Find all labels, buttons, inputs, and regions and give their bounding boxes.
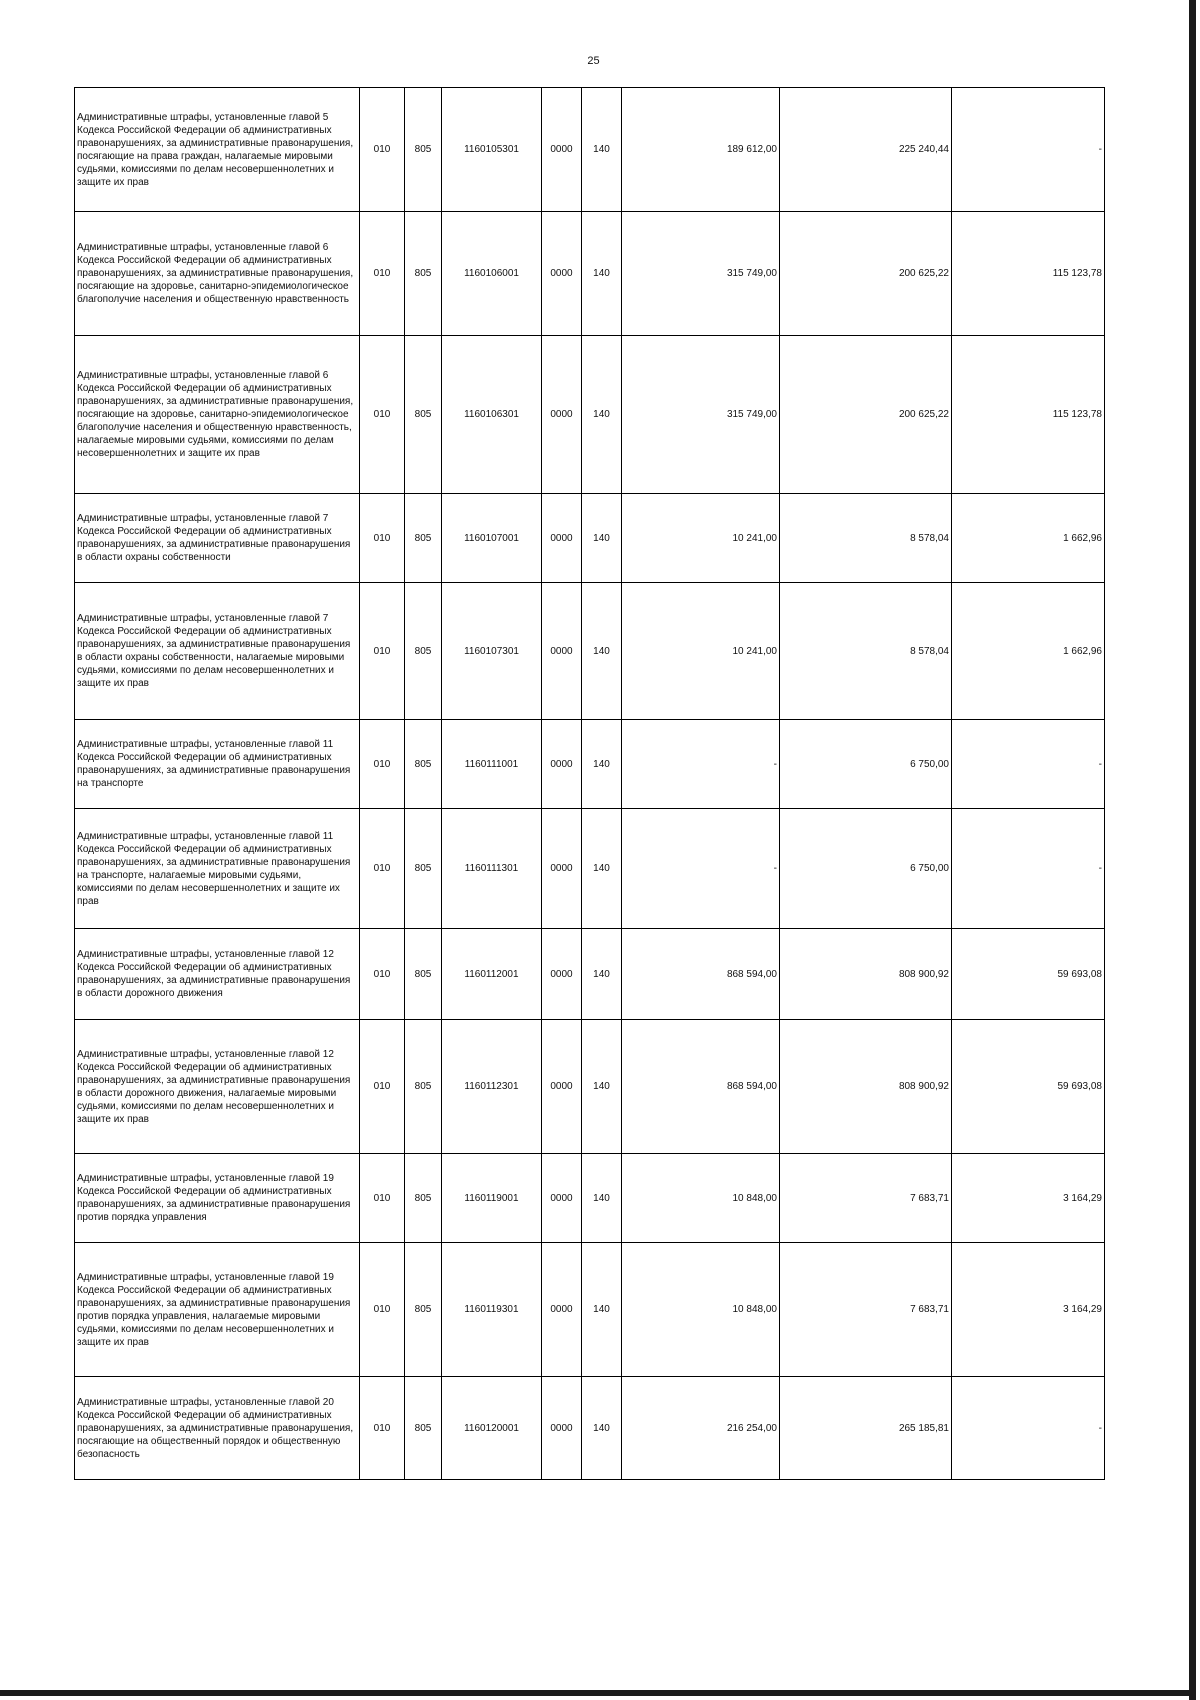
value-unexecuted: - bbox=[952, 1377, 1105, 1480]
code-revenue: 1160112001 bbox=[442, 929, 542, 1020]
value-unexecuted: 59 693,08 bbox=[952, 929, 1105, 1020]
code-admin: 805 bbox=[405, 809, 442, 929]
row-description: Административные штрафы, установленные главой 19 Кодекса Российской Федерации об административных правонарушениях, за административные правонарушения против порядка управления bbox=[75, 1154, 360, 1243]
code-revenue: 1160119001 bbox=[442, 1154, 542, 1243]
page-number: 25 bbox=[587, 55, 600, 67]
code-admin: 805 bbox=[405, 583, 442, 720]
value-executed: 808 900,92 bbox=[780, 1020, 952, 1154]
code-admin: 805 bbox=[405, 494, 442, 583]
value-unexecuted: 115 123,78 bbox=[952, 212, 1105, 336]
code-program: 0000 bbox=[542, 929, 582, 1020]
code-classification: 140 bbox=[582, 720, 622, 809]
row-description: Административные штрафы, установленные главой 7 Кодекса Российской Федерации об административных правонарушениях, за административные правонарушения в области охраны собственности bbox=[75, 494, 360, 583]
code-admin: 805 bbox=[405, 1377, 442, 1480]
value-executed: 7 683,71 bbox=[780, 1154, 952, 1243]
code-revenue: 1160119301 bbox=[442, 1243, 542, 1377]
code-admin: 805 bbox=[405, 88, 442, 212]
value-executed: 200 625,22 bbox=[780, 212, 952, 336]
value-executed: 808 900,92 bbox=[780, 929, 952, 1020]
code-program: 0000 bbox=[542, 720, 582, 809]
code-classification: 140 bbox=[582, 929, 622, 1020]
table-row bbox=[75, 720, 1105, 809]
code-classification: 140 bbox=[582, 212, 622, 336]
value-unexecuted: 1 662,96 bbox=[952, 583, 1105, 720]
code-admin: 805 bbox=[405, 1154, 442, 1243]
code-section: 010 bbox=[360, 1377, 405, 1480]
row-description: Административные штрафы, установленные главой 5 Кодекса Российской Федерации об административных правонарушениях, за административные правонарушения, посягающие на права граждан, налагаемые мировыми судьями, комиссиями по делам несовершеннолетних и защите их прав bbox=[75, 88, 360, 212]
value-unexecuted: 3 164,29 bbox=[952, 1243, 1105, 1377]
code-section: 010 bbox=[360, 1154, 405, 1243]
code-admin: 805 bbox=[405, 336, 442, 494]
code-classification: 140 bbox=[582, 1020, 622, 1154]
value-planned: 868 594,00 bbox=[622, 929, 780, 1020]
code-program: 0000 bbox=[542, 494, 582, 583]
code-admin: 805 bbox=[405, 1020, 442, 1154]
code-section: 010 bbox=[360, 583, 405, 720]
table-row bbox=[75, 929, 1105, 1020]
code-program: 0000 bbox=[542, 212, 582, 336]
code-program: 0000 bbox=[542, 1377, 582, 1480]
code-classification: 140 bbox=[582, 88, 622, 212]
value-unexecuted: 115 123,78 bbox=[952, 336, 1105, 494]
table-row bbox=[75, 1154, 1105, 1243]
code-section: 010 bbox=[360, 1243, 405, 1377]
code-program: 0000 bbox=[542, 1243, 582, 1377]
row-description: Административные штрафы, установленные главой 6 Кодекса Российской Федерации об административных правонарушениях, за административные правонарушения, посягающие на здоровье, санитарно-эпидемиологическое благополучие населения и общественную нравственность, налагаемые мировыми судьями, комиссиями по делам несовершеннолетних и защите их прав bbox=[75, 336, 360, 494]
value-planned: 216 254,00 bbox=[622, 1377, 780, 1480]
row-description: Административные штрафы, установленные главой 19 Кодекса Российской Федерации об административных правонарушениях, за административные правонарушения против порядка управления, налагаемые мировыми судьями, комиссиями по делам несовершеннолетних и защите их прав bbox=[75, 1243, 360, 1377]
code-program: 0000 bbox=[542, 809, 582, 929]
value-planned: 10 241,00 bbox=[622, 583, 780, 720]
value-executed: 8 578,04 bbox=[780, 583, 952, 720]
code-section: 010 bbox=[360, 212, 405, 336]
value-planned: 10 848,00 bbox=[622, 1154, 780, 1243]
row-description: Административные штрафы, установленные главой 12 Кодекса Российской Федерации об административных правонарушениях, за административные правонарушения в области дорожного движения, налагаемые мировыми судьями, комиссиями по делам несовершеннолетних и защите их прав bbox=[75, 1020, 360, 1154]
value-planned: 189 612,00 bbox=[622, 88, 780, 212]
code-program: 0000 bbox=[542, 88, 582, 212]
code-section: 010 bbox=[360, 1020, 405, 1154]
code-revenue: 1160112301 bbox=[442, 1020, 542, 1154]
code-section: 010 bbox=[360, 809, 405, 929]
code-revenue: 1160107001 bbox=[442, 494, 542, 583]
code-classification: 140 bbox=[582, 494, 622, 583]
value-executed: 7 683,71 bbox=[780, 1243, 952, 1377]
code-revenue: 1160111001 bbox=[442, 720, 542, 809]
code-section: 010 bbox=[360, 720, 405, 809]
code-program: 0000 bbox=[542, 336, 582, 494]
value-executed: 8 578,04 bbox=[780, 494, 952, 583]
page-edge-right bbox=[1189, 0, 1196, 1700]
value-executed: 265 185,81 bbox=[780, 1377, 952, 1480]
code-program: 0000 bbox=[542, 1020, 582, 1154]
code-revenue: 1160106001 bbox=[442, 212, 542, 336]
row-description: Административные штрафы, установленные главой 11 Кодекса Российской Федерации об административных правонарушениях, за административные правонарушения на транспорте, налагаемые мировыми судьями, комиссиями по делам несовершеннолетних и защите их прав bbox=[75, 809, 360, 929]
code-classification: 140 bbox=[582, 336, 622, 494]
code-classification: 140 bbox=[582, 583, 622, 720]
code-classification: 140 bbox=[582, 1377, 622, 1480]
table-body bbox=[75, 88, 1105, 1480]
code-admin: 805 bbox=[405, 212, 442, 336]
code-section: 010 bbox=[360, 929, 405, 1020]
value-unexecuted: - bbox=[952, 88, 1105, 212]
value-planned: 10 848,00 bbox=[622, 1243, 780, 1377]
value-executed: 200 625,22 bbox=[780, 336, 952, 494]
code-revenue: 1160105301 bbox=[442, 88, 542, 212]
value-planned: 868 594,00 bbox=[622, 1020, 780, 1154]
page-edge-bottom bbox=[0, 1690, 1195, 1696]
row-description: Административные штрафы, установленные главой 20 Кодекса Российской Федерации об административных правонарушениях, за административные правонарушения, посягающие на общественный порядок и общественную безопасность bbox=[75, 1377, 360, 1480]
value-planned: - bbox=[622, 809, 780, 929]
code-revenue: 1160107301 bbox=[442, 583, 542, 720]
code-section: 010 bbox=[360, 336, 405, 494]
code-revenue: 1160106301 bbox=[442, 336, 542, 494]
row-description: Административные штрафы, установленные главой 11 Кодекса Российской Федерации об административных правонарушениях, за административные правонарушения на транспорте bbox=[75, 720, 360, 809]
value-executed: 6 750,00 bbox=[780, 809, 952, 929]
value-unexecuted: 59 693,08 bbox=[952, 1020, 1105, 1154]
code-classification: 140 bbox=[582, 809, 622, 929]
row-description: Административные штрафы, установленные главой 7 Кодекса Российской Федерации об административных правонарушениях, за административные правонарушения в области охраны собственности, налагаемые мировыми судьями, комиссиями по делам несовершеннолетних и защите их прав bbox=[75, 583, 360, 720]
value-executed: 225 240,44 bbox=[780, 88, 952, 212]
value-planned: 315 749,00 bbox=[622, 212, 780, 336]
table-row bbox=[75, 1377, 1105, 1480]
value-unexecuted: 3 164,29 bbox=[952, 1154, 1105, 1243]
value-unexecuted: - bbox=[952, 720, 1105, 809]
code-program: 0000 bbox=[542, 1154, 582, 1243]
revenue-table bbox=[74, 87, 1105, 1480]
table-row bbox=[75, 1020, 1105, 1154]
value-planned: - bbox=[622, 720, 780, 809]
value-executed: 6 750,00 bbox=[780, 720, 952, 809]
code-admin: 805 bbox=[405, 720, 442, 809]
table-row bbox=[75, 809, 1105, 929]
code-admin: 805 bbox=[405, 1243, 442, 1377]
code-revenue: 1160120001 bbox=[442, 1377, 542, 1480]
code-classification: 140 bbox=[582, 1243, 622, 1377]
code-section: 010 bbox=[360, 494, 405, 583]
value-unexecuted: - bbox=[952, 809, 1105, 929]
table-row bbox=[75, 88, 1105, 212]
row-description: Административные штрафы, установленные главой 12 Кодекса Российской Федерации об административных правонарушениях, за административные правонарушения в области дорожного движения bbox=[75, 929, 360, 1020]
table-row bbox=[75, 336, 1105, 494]
value-unexecuted: 1 662,96 bbox=[952, 494, 1105, 583]
value-planned: 315 749,00 bbox=[622, 336, 780, 494]
code-program: 0000 bbox=[542, 583, 582, 720]
code-admin: 805 bbox=[405, 929, 442, 1020]
code-section: 010 bbox=[360, 88, 405, 212]
code-revenue: 1160111301 bbox=[442, 809, 542, 929]
table-row bbox=[75, 212, 1105, 336]
table-row bbox=[75, 1243, 1105, 1377]
table-row bbox=[75, 494, 1105, 583]
row-description: Административные штрафы, установленные главой 6 Кодекса Российской Федерации об административных правонарушениях, за административные правонарушения, посягающие на здоровье, санитарно-эпидемиологическое благополучие населения и общественную нравственность bbox=[75, 212, 360, 336]
code-classification: 140 bbox=[582, 1154, 622, 1243]
value-planned: 10 241,00 bbox=[622, 494, 780, 583]
table-row bbox=[75, 583, 1105, 720]
